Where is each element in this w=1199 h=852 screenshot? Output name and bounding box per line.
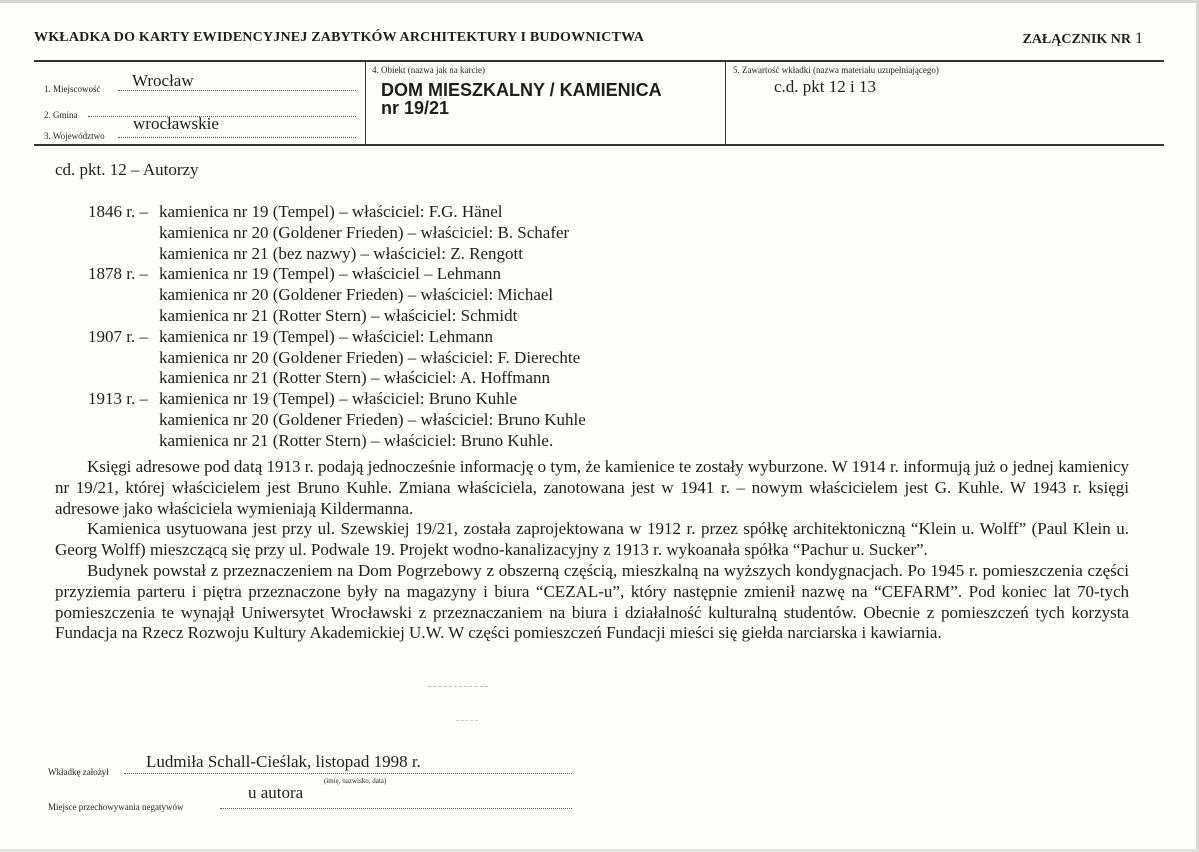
paragraph: Budynek powstał z przeznaczeniem na Dom Pogrzebowy z obszerną częścią, mieszkalną na wyższych kondygnacjach. Po 1945 r. pomieszczenia części przyziemia parteru i piętra przeznaczone były na magazyny i biura “CEZAL-u”, który następnie zmienił nazwę na “CEFARM”. Pod koniec lat 70-tych pomieszczenia te wynajął Uniwersytet Wrocławski z przeznaczaniem na biura i działalność kulturalną studentów. Obecnie z pomieszczeń tych korzysta Fundacja na Rzecz Rozwoju Kultury Akademickiej U.W. W części pomieszczeń Fundacji mieści się giełda narciarska i kawiarnia. xyxy=(55,560,1129,643)
owner-text: kamienica nr 19 (Tempel) – właściciel: Bruno Kuhle xyxy=(159,389,518,409)
object-name-line2: nr 19/21 xyxy=(381,98,450,118)
creator-hint: (imię, nazwisko, data) xyxy=(324,777,387,785)
section-title: cd. pkt. 12 – Autorzy xyxy=(55,160,199,179)
owner-text: kamienica nr 21 (Rotter Stern) – właściciel: A. Hoffmann xyxy=(159,368,551,388)
description-text xyxy=(55,457,1129,644)
annex-number: 1 xyxy=(1135,30,1143,47)
creator-label: Wkładkę założył xyxy=(48,767,109,777)
scan-edge-top xyxy=(0,0,1199,3)
form-divider-2 xyxy=(725,60,726,145)
commune-label: 2. Gmina xyxy=(44,110,78,120)
owner-text: kamienica nr 21 (bez nazwy) – właściciel: Z. Rengott xyxy=(159,243,523,263)
object-label: 4. Obiekt (nazwa jak na karcie) xyxy=(372,65,485,75)
owner-year: 1846 r. – xyxy=(88,202,148,221)
voivodeship-value: wrocławskie xyxy=(133,114,219,133)
owner-text: kamienica nr 20 (Goldener Frieden) – właściciel: Michael xyxy=(159,285,554,305)
form-top-rule xyxy=(34,60,1164,62)
place-label: 1. Miejscowość xyxy=(44,84,101,94)
form-title: WKŁADKA DO KARTY EWIDENCYJNEJ ZABYTKÓW ARCHITEKTURY I BUDOWNICTWA xyxy=(34,30,645,45)
creator-dotted-line xyxy=(124,773,572,774)
object-name-line1: DOM MIESZKALNY / KAMIENICA xyxy=(381,80,662,100)
owner-text: kamienica nr 20 (Goldener Frieden) – właściciel: Bruno Kuhle xyxy=(159,409,586,429)
form-divider-1 xyxy=(365,60,366,145)
annex-heading xyxy=(1022,30,1143,48)
scan-mark xyxy=(428,686,488,687)
voivodeship-dotted-line xyxy=(118,137,356,138)
form-bottom-rule xyxy=(34,144,1164,146)
scan-mark xyxy=(456,720,478,721)
owner-year: 1878 r. – xyxy=(88,264,148,284)
voivodeship-label: 3. Województwo xyxy=(44,131,105,141)
owner-text: kamienica nr 19 (Tempel) – właściciel: Lehmann xyxy=(159,326,493,346)
owner-text: kamienica nr 21 (Rotter Stern) – właściciel: Bruno Kuhle. xyxy=(159,430,554,450)
owner-year: 1907 r. – xyxy=(88,326,148,346)
owner-text: kamienica nr 20 (Goldener Frieden) – właściciel: B. Schafer xyxy=(159,222,570,242)
storage-value: u autora xyxy=(248,783,304,802)
paragraph: Kamienica usytuowana jest przy ul. Szewskiej 19/21, została zaprojektowana w 1912 r. przez spółkę architektoniczną “Klein u. Wolff” (Paul Klein u. Georg Wolff) mieszczącą się przy ul. Podwale 19. Projekt wodno-kanalizacyjny z 1913 r. wykoanała spółka “Pachur u. Sucker”. xyxy=(55,519,1129,560)
commune-dotted-line xyxy=(88,116,356,117)
owner-text: kamienica nr 19 (Tempel) – właściciel: F.G. Hänel xyxy=(159,202,503,221)
place-field xyxy=(44,71,356,94)
annex-label: ZAŁĄCZNIK NR xyxy=(1022,32,1131,47)
owner-year: 1913 r. – xyxy=(88,389,148,409)
contents-value: c.d. pkt 12 i 13 xyxy=(774,77,876,96)
creator-value: Ludmiła Schall-Cieślak, listopad 1998 r. xyxy=(146,752,421,771)
storage-dotted-line xyxy=(220,808,572,809)
place-value: Wrocław xyxy=(132,71,194,90)
owner-text: kamienica nr 19 (Tempel) – właściciel – Lehmann xyxy=(159,264,501,284)
paragraph: Księgi adresowe pod datą 1913 r. podają jednocześnie informację o tym, że kamienice te zostały wyburzone. W 1914 r. informują już o jednej kamienicy nr 19/21, której właścicielem jest Bruno Kuhle. Zmiana właściciela, zanotowana jest w 1941 r. – nowym właścicielem jest G. Kuhle. W 1943 r. księgi adresowe jako właściciela wymieniają Kildermanna. xyxy=(55,457,1129,518)
storage-label: Miejsce przechowywania negatywów xyxy=(48,802,184,812)
contents-label: 5. Zawartość wkładki (nazwa materiału uzupełniającego) xyxy=(733,65,939,75)
owner-text: kamienica nr 21 (Rotter Stern) – właściciel: Schmidt xyxy=(159,305,518,325)
owner-text: kamienica nr 20 (Goldener Frieden) – właściciel: F. Dierechte xyxy=(159,347,581,367)
